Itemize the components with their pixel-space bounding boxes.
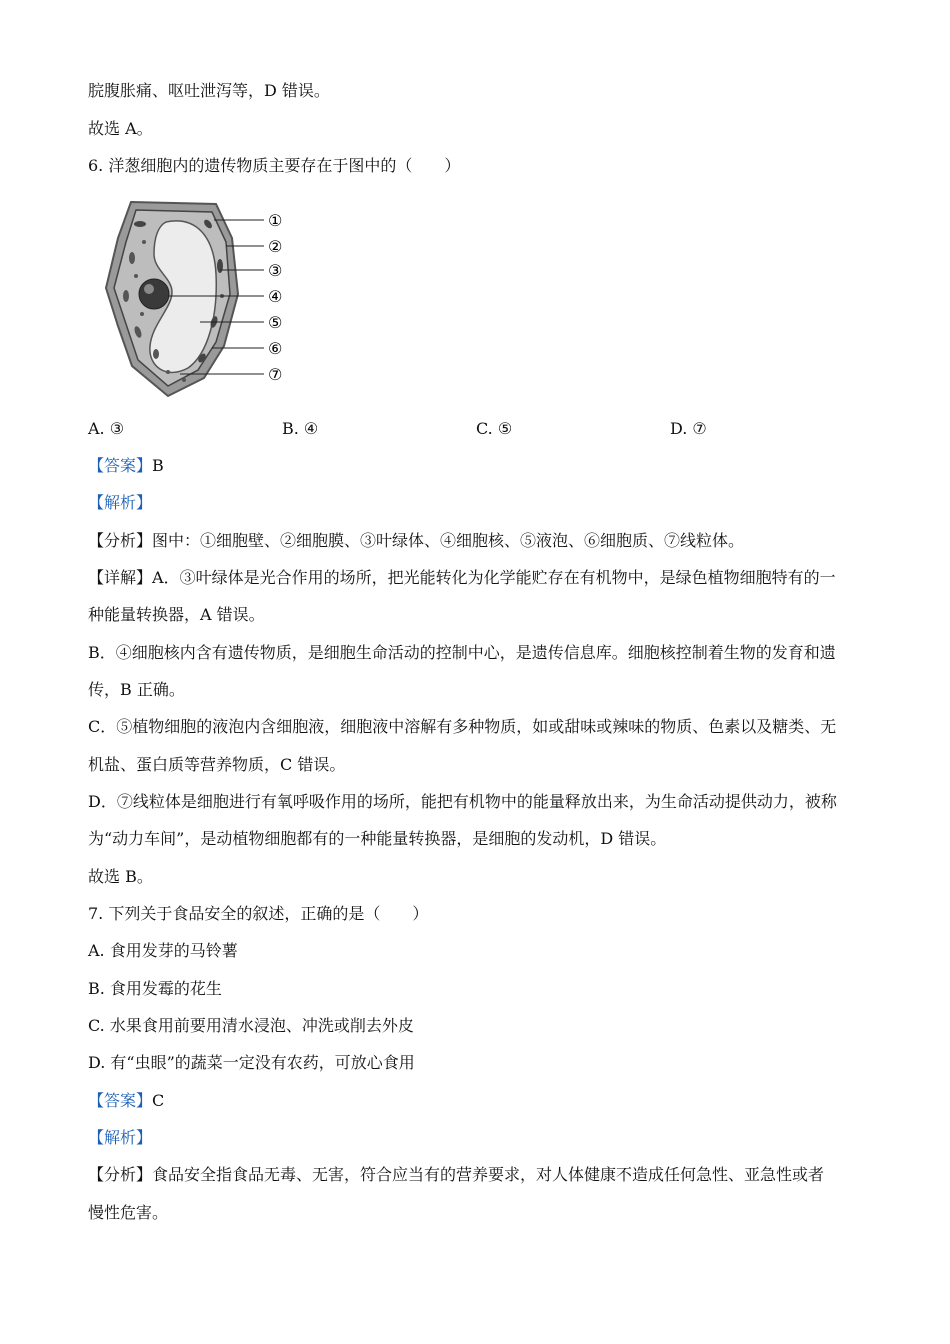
q6-option-c: C. ⑤ xyxy=(476,419,513,438)
figure-label-7: ⑦ xyxy=(268,365,283,384)
detail-text: A．③叶绿体是光合作用的场所，把光能转化为化学能贮存在有机物中，是绿色植物细胞特有的一 xyxy=(152,568,836,587)
answer-value: C xyxy=(152,1091,165,1110)
chloroplast xyxy=(217,259,223,273)
detail-tag: 【详解】 xyxy=(88,568,153,587)
analysis-tag: 【分析】 xyxy=(88,1165,153,1184)
text-line: 故选 A。 xyxy=(88,119,153,138)
text-line: 脘腹胀痛、呕吐泄泻等，D 错误。 xyxy=(88,81,330,100)
answer-tag: 【答案】 xyxy=(88,456,153,475)
question-7-stem: 7. 下列关于食品安全的叙述，正确的是（ ） xyxy=(88,904,429,923)
q7-answer xyxy=(88,1090,868,1112)
q7-option-d: D. 有“虫眼”的蔬菜一定没有农药，可放心食用 xyxy=(88,1053,415,1072)
figure-label-3: ③ xyxy=(268,261,283,280)
text-line: 传，B 正确。 xyxy=(88,680,185,699)
q6-option-a: A. ③ xyxy=(88,419,125,438)
q6-answer xyxy=(88,455,868,477)
explain-tag: 【解析】 xyxy=(88,1128,153,1147)
q7-option-a: A. 食用发芽的马铃薯 xyxy=(88,941,238,960)
figure-label-6: ⑥ xyxy=(268,339,283,358)
text-line: 机盐、蛋白质等营养物质，C 错误。 xyxy=(88,755,346,774)
analysis-tag: 【分析】 xyxy=(88,531,153,550)
text-line: 慢性危害。 xyxy=(88,1203,169,1222)
q6-option-d: D. ⑦ xyxy=(670,419,707,438)
question-6-stem: 6. 洋葱细胞内的遗传物质主要存在于图中的（ ） xyxy=(88,156,461,175)
q7-option-b: B. 食用发霉的花生 xyxy=(88,979,222,998)
text-line: 种能量转换器，A 错误。 xyxy=(88,605,265,624)
q6-detail xyxy=(88,567,868,589)
q7-explain xyxy=(88,1127,868,1149)
chloroplast xyxy=(134,221,146,227)
q6-explain xyxy=(88,492,868,514)
answer-value: B xyxy=(152,456,164,475)
nucleus xyxy=(139,279,169,309)
chloroplast xyxy=(153,349,159,359)
analysis-text: 食品安全指食品无毒、无害，符合应当有的营养要求，对人体健康不造成任何急性、亚急性或者 xyxy=(152,1165,825,1184)
onion-cell-diagram xyxy=(96,196,296,402)
figure-label-5: ⑤ xyxy=(268,313,283,332)
analysis-text: 图中：①细胞壁、②细胞膜、③叶绿体、④细胞核、⑤液泡、⑥细胞质、⑦线粒体。 xyxy=(152,531,745,550)
q6-analysis xyxy=(88,530,868,552)
q7-option-c: C. 水果食用前要用清水浸泡、冲洗或削去外皮 xyxy=(88,1016,414,1035)
q7-analysis xyxy=(88,1164,868,1186)
text-line: 故选 B。 xyxy=(88,867,153,886)
q6-option-b: B. ④ xyxy=(282,419,319,438)
figure-label-4: ④ xyxy=(268,287,283,306)
chloroplast xyxy=(123,290,129,302)
answer-tag: 【答案】 xyxy=(88,1091,153,1110)
text-line: D．⑦线粒体是细胞进行有氧呼吸作用的场所，能把有机物中的能量释放出来，为生命活动提供动力，被称 xyxy=(88,792,837,811)
chloroplast xyxy=(129,252,135,264)
text-line: 为“动力车间”，是动植物细胞都有的一种能量转换器，是细胞的发动机，D 错误。 xyxy=(88,829,667,848)
figure-label-1: ① xyxy=(268,211,283,230)
figure-label-2: ② xyxy=(268,237,283,256)
text-line: C．⑤植物细胞的液泡内含细胞液，细胞液中溶解有多种物质，如或甜味或辣味的物质、色素以及糖类、无 xyxy=(88,717,837,736)
explain-tag: 【解析】 xyxy=(88,493,153,512)
text-line: B．④细胞核内含有遗传物质，是细胞生命活动的控制中心，是遗传信息库。细胞核控制着生物的发育和遗 xyxy=(88,643,836,662)
